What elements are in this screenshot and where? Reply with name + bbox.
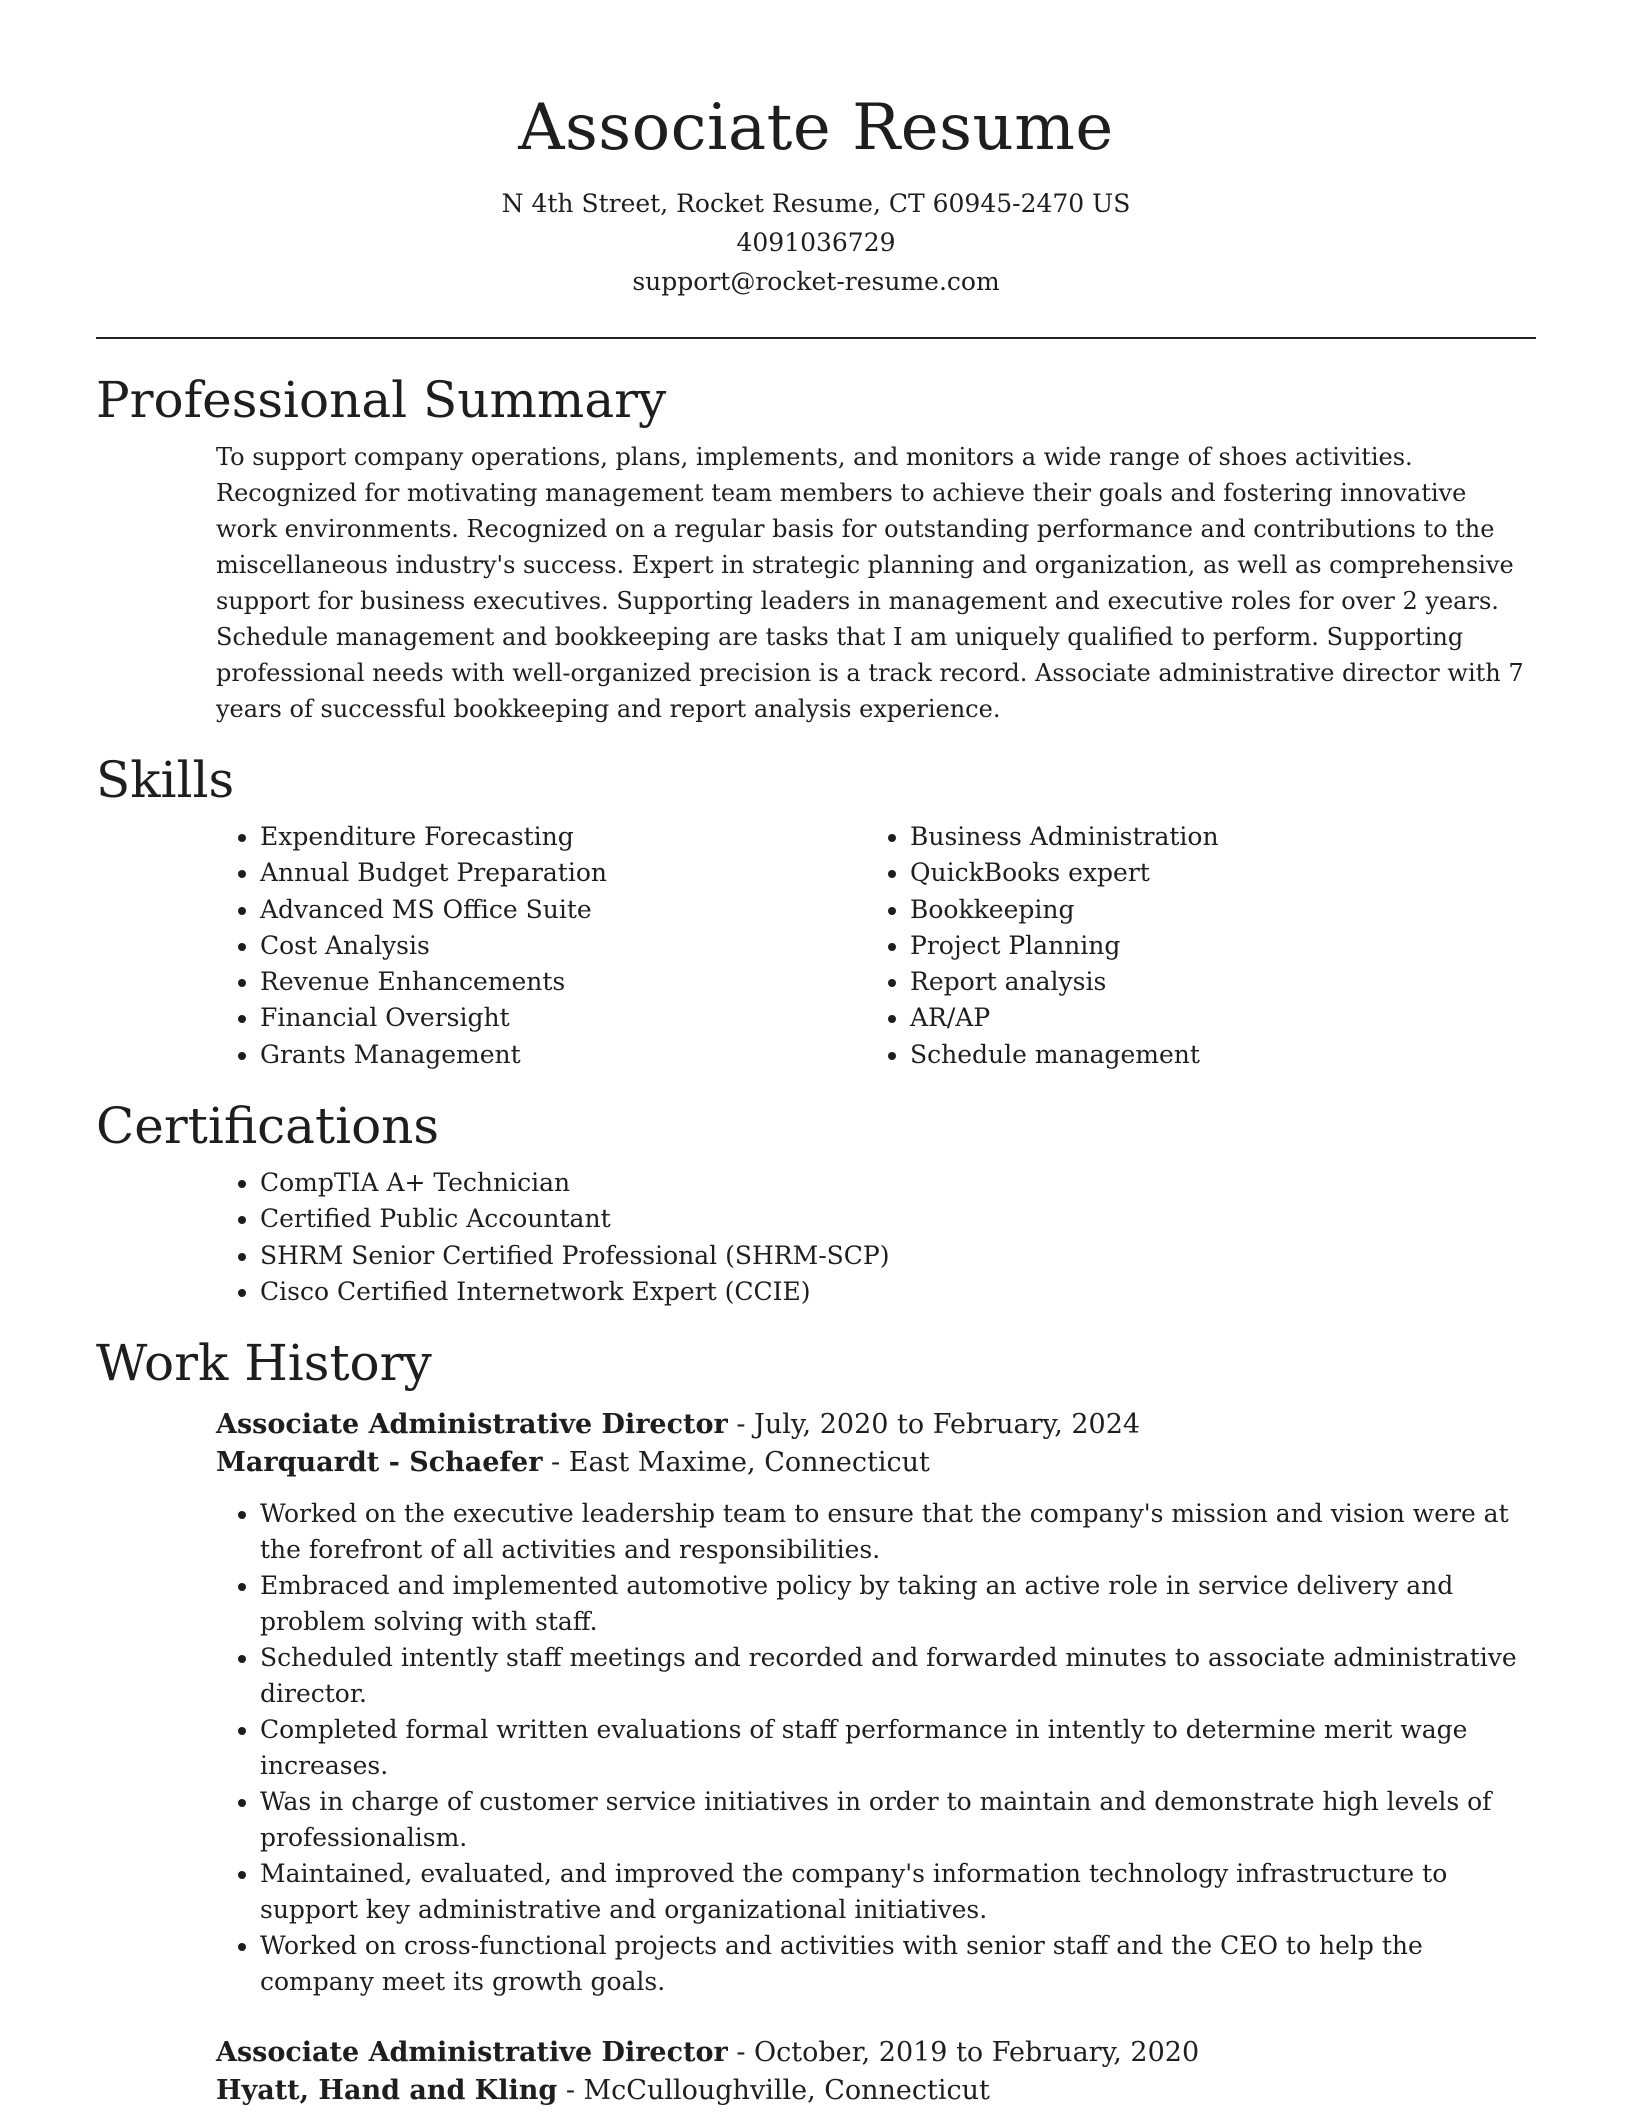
skill-item: • Report analysis bbox=[910, 964, 1516, 1000]
job-title: Associate Administrative Director bbox=[216, 1409, 728, 1441]
skill-item: • Schedule management bbox=[910, 1037, 1516, 1073]
skills-column-right bbox=[866, 819, 1516, 1073]
skill-item: • Financial Oversight bbox=[260, 1000, 866, 1036]
job-duty: • Worked on cross-functional projects and activities with senior staff and the CEO to help the company meet its growth goals. bbox=[260, 1928, 1536, 2000]
section-title-work: Work History bbox=[96, 1334, 432, 1393]
job-company: Hyatt, Hand and Kling bbox=[216, 2075, 558, 2107]
resume-header bbox=[96, 0, 1536, 301]
certification-item: • CompTIA A+ Technician bbox=[260, 1165, 1536, 1201]
section-skills bbox=[96, 749, 1536, 1073]
skill-item: • AR/AP bbox=[910, 1000, 1516, 1036]
job-dates: - July, 2020 to February, 2024 bbox=[727, 1409, 1141, 1441]
section-title-skills: Skills bbox=[96, 751, 235, 809]
job-duty: • Was in charge of customer service initiatives in order to maintain and demonstrate high levels of professionalism. bbox=[260, 1784, 1536, 1856]
job-location: - East Maxime, Connecticut bbox=[542, 1447, 930, 1479]
job-location: - McCulloughville, Connecticut bbox=[557, 2075, 990, 2107]
job-duty: • Scheduled intently staff meetings and recorded and forwarded minutes to associate administrative director. bbox=[260, 1640, 1536, 1712]
job-header bbox=[216, 2034, 1536, 2110]
contact-phone: 4091036729 bbox=[736, 228, 896, 257]
certification-item: • Cisco Certified Internetwork Expert (CCIE) bbox=[260, 1274, 1536, 1310]
skill-item: • Revenue Enhancements bbox=[260, 964, 866, 1000]
certification-item: • Certified Public Accountant bbox=[260, 1201, 1536, 1237]
skills-columns bbox=[96, 819, 1536, 1073]
job-duties bbox=[216, 1496, 1536, 2000]
skill-item: • Bookkeeping bbox=[910, 892, 1516, 928]
job-dates: - October, 2019 to February, 2020 bbox=[727, 2037, 1200, 2069]
resume-page bbox=[96, 0, 1536, 2110]
section-title-summary: Professional Summary bbox=[96, 371, 667, 429]
skill-item: • QuickBooks expert bbox=[910, 855, 1516, 891]
skill-item: • Expenditure Forecasting bbox=[260, 819, 866, 855]
summary-text: To support company operations, plans, implements, and monitors a wide range of shoes activities. Recognized for motivating management team members to achieve their goals and fostering innovative work environments. Recognized on a regular basis for outstanding performance and contributions to the miscellaneous industry's success. Expert in strategic planning and organization, as well as comprehensive support for business executives. Supporting leaders in management and executive roles for over 2 years. Schedule management and bookkeeping are tasks that I am uniquely qualified to perform. Supporting professional needs with well-organized precision is a track record. Associate administrative director with 7 years of successful bookkeeping and report analysis experience. bbox=[216, 443, 1524, 723]
certification-item: • SHRM Senior Certified Professional (SHRM-SCP) bbox=[260, 1238, 1536, 1274]
job-title: Associate Administrative Director bbox=[216, 2037, 728, 2069]
job-duty: • Worked on the executive leadership team to ensure that the company's mission and vision were at the forefront of all activities and responsibilities. bbox=[260, 1496, 1536, 1568]
skill-item: • Grants Management bbox=[260, 1037, 866, 1073]
skill-item: • Business Administration bbox=[910, 819, 1516, 855]
section-certifications bbox=[96, 1095, 1536, 1310]
job-header bbox=[216, 1406, 1536, 1482]
contact-address: N 4th Street, Rocket Resume, CT 60945-2470 US bbox=[501, 189, 1131, 218]
job-duty: • Completed formal written evaluations of staff performance in intently to determine merit wage increases. bbox=[260, 1712, 1536, 1784]
skill-item: • Cost Analysis bbox=[260, 928, 866, 964]
resume-name: Associate Resume bbox=[518, 91, 1114, 165]
skill-item: • Advanced MS Office Suite bbox=[260, 892, 866, 928]
skills-column-left bbox=[216, 819, 866, 1073]
contact-email: support@rocket-resume.com bbox=[632, 267, 1000, 296]
section-title-certifications: Certifications bbox=[96, 1097, 440, 1156]
job-duty: • Embraced and implemented automotive policy by taking an active role in service delivery and problem solving with staff. bbox=[260, 1568, 1536, 1640]
job-company: Marquardt - Schaefer bbox=[216, 1447, 543, 1479]
contact-info bbox=[96, 184, 1536, 301]
header-divider bbox=[96, 337, 1536, 339]
job-entry bbox=[216, 2034, 1536, 2110]
certifications-list bbox=[216, 1165, 1536, 1310]
job-entry bbox=[216, 1406, 1536, 2000]
skill-item: • Annual Budget Preparation bbox=[260, 855, 866, 891]
job-duty: • Maintained, evaluated, and improved the company's information technology infrastructure to support key administrative and organizational initiatives. bbox=[260, 1856, 1536, 1928]
section-work-history bbox=[96, 1332, 1536, 2110]
skill-item: • Project Planning bbox=[910, 928, 1516, 964]
section-professional-summary bbox=[96, 369, 1536, 727]
